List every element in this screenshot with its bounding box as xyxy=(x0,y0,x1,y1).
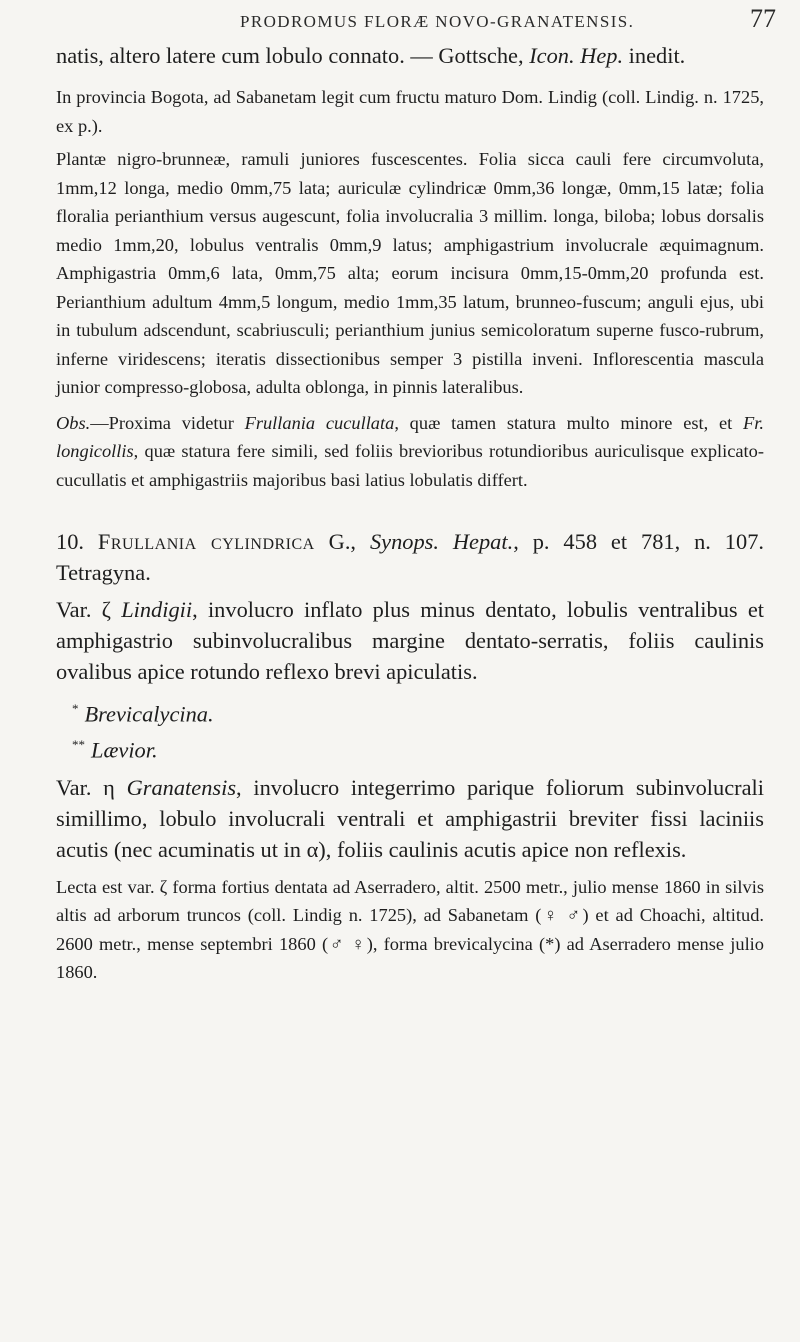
form-name: Lævior. xyxy=(91,737,158,763)
species-name: Frullania cylindrica xyxy=(97,529,315,554)
species-reference: Synops. Hepat. xyxy=(369,529,514,554)
text-run: , quæ statura fere simili, sed foliis brevioribus rotundioribus auriculisque explicato-cucullatis et amphigastriis majoribus basi latius lobulatis differt. xyxy=(56,441,764,490)
page-header xyxy=(0,4,800,44)
italic-taxon: Frullania cucullata xyxy=(244,412,395,433)
italic-taxon: Fr. longicollis xyxy=(56,412,764,461)
text-run: inedit. xyxy=(623,43,686,68)
page-number: 77 xyxy=(750,4,776,33)
variety-name: Granatensis xyxy=(126,774,237,800)
text-run: natis, altero latere cum lobulo connato. — Gottsche, xyxy=(56,43,530,68)
form-mark: * xyxy=(72,701,79,716)
variety-zeta xyxy=(56,594,764,687)
variety-eta xyxy=(56,772,764,865)
species-number: 10. xyxy=(56,529,84,554)
variety-text: , involucro inflato plus minus dentato, lobulis ventralibus et amphigastrio subinvolucralibus margine dentato-serratis, foliis caulinis ovalibus apice rotundo reflexo brevi apiculatis. xyxy=(56,597,764,684)
italic-reference: Icon. Hep. xyxy=(529,43,624,68)
running-head: PRODROMUS FLORÆ NOVO-GRANATENSIS. xyxy=(240,12,635,31)
paragraph-collection-note: Lecta est var. ζ forma fortius dentata ad Aserradero, altit. 2500 metr., julio mense 1860 in silvis altis ad arborum truncos (coll. Lindig n. 1725), ad Sabanetam (♀ ♂) et ad Choachi, altitud. 2600 metr., mense septembri 1860 (♂ ♀), forma brevicalycina (*) ad Aserradero mense julio 1860. xyxy=(56,876,764,983)
page-body xyxy=(56,40,764,987)
paragraph-locality: In provincia Bogota, ad Sabanetam legit cum fructu maturo Dom. Lindig (coll. Lindig. n. 1725, ex p.). xyxy=(56,87,764,136)
variety-text: , involucro integerrimo parique foliorum subinvolucrali simillimo, lobulo involucrali ventrali et amphigastrii breviter fissi laciniis acutis (nec acuminatis ut in α), foliis caulinis acutis apice non reflexis. xyxy=(56,774,764,862)
form-mark: ** xyxy=(72,737,85,753)
species-heading xyxy=(56,526,764,588)
form-name: Brevicalycina. xyxy=(84,701,214,727)
species-pages: , p. 458 et 781, n. 107. Tetragyna. xyxy=(56,529,764,585)
paragraph-description: Plantæ nigro-brunneæ, ramuli juniores fuscescentes. Folia sicca cauli fere circumvoluta, 1mm,12 longa, medio 0mm,75 lata; auriculæ cylindricæ 0mm,36 longæ, 0mm,15 latæ; folia floralia perianthium versus augescunt, folia involucralia 3 millim. longa, biloba; lobus dorsalis medio 1mm,20, lobulus ventralis 0mm,9 latus; amphigastrium involucrale æquimagnum. Amphigastria 0mm,6 lata, 0mm,75 alta; eorum incisura 0mm,15-0mm,20 profunda est. Perianthium adultum 4mm,5 longum, medio 1mm,35 latum, brunneo-fuscum; anguli ejus, ubi in tubulum adscendunt, scabriusculi; perianthium junius semicoloratum superne fusco-rubrum, inferne viridescens; iteratis dissectionibus semper 3 pistilla inveni. Inflorescentia mascula junior compresso-globosa, adulta oblonga, in pinnis lateralibus. xyxy=(56,149,764,397)
paragraph-continuation xyxy=(56,40,764,71)
obs-label: Obs. xyxy=(56,412,91,433)
variety-label: Var. η xyxy=(56,774,127,800)
form-brevicalycina xyxy=(72,693,764,729)
form-laevior xyxy=(72,729,764,765)
text-run: —Proxima videtur xyxy=(90,412,245,433)
paragraph-observation xyxy=(56,409,764,495)
variety-name: Lindigii xyxy=(121,597,193,622)
variety-label: Var. ζ xyxy=(56,597,122,622)
text-run: , quæ tamen statura multo minore est, et xyxy=(394,412,744,433)
species-author: G., xyxy=(314,529,370,554)
